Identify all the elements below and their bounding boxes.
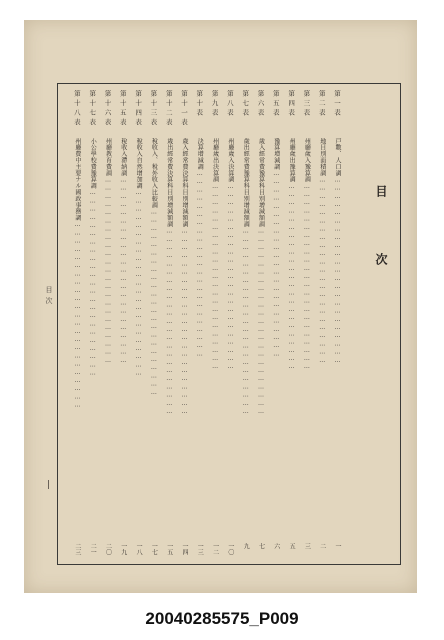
toc-entry: [255, 90, 267, 560]
toc-entry-page: 一八: [135, 543, 143, 555]
toc-entry: [102, 90, 114, 560]
toc-entry-name: 州廳費中主要ナル國政事務調……………………………………………………………: [73, 138, 81, 410]
toc-entry-number: 第六表: [256, 90, 265, 119]
toc-entry-number: 第十六表: [103, 90, 112, 128]
toc-entry-name: 州廳歲入豫算調……………………………………………………………: [303, 138, 311, 372]
toc-entry-number: 第一表: [333, 90, 341, 119]
toc-entry: [224, 90, 236, 560]
toc-entry-page: 一二: [211, 543, 219, 555]
toc-entry-page: 二〇: [104, 543, 112, 555]
toc-entry-number: 第十七表: [88, 90, 97, 128]
toc-entry-page: 二三: [73, 543, 81, 555]
toc-entry-page: 三: [303, 543, 311, 549]
toc-entry-number: 第八表: [225, 90, 234, 119]
toc-entry-number: 第三表: [302, 90, 311, 119]
toc-entry-name: 地目別面積調……………………………………………………………: [318, 138, 326, 366]
toc-entry-name: 歲入經常費決算科目別增減額調……………………………………………………………: [181, 138, 188, 417]
toc-entry: [209, 90, 221, 560]
toc-entry: [178, 90, 190, 560]
toc-entry: [86, 90, 98, 560]
toc-entry-page: 六: [272, 543, 280, 549]
toc-entry-name: 州廳教育費調……………………………………………………………: [104, 138, 112, 366]
toc-entry: [285, 90, 297, 560]
toc-entry-name: 歲入經常費豫算科目別增減額調……………………………………………………………: [257, 138, 265, 417]
toc-entry-name: 稅收入自然增加調……………………………………………………………: [135, 138, 143, 378]
toc-entry-page: 五: [288, 543, 296, 549]
toc-entry: [163, 90, 175, 560]
toc-entry-number: 第四表: [287, 90, 296, 119]
toc-entry-name: 豫算增減調……………………………………………………………: [272, 138, 280, 359]
toc-entry: [147, 90, 159, 560]
toc-entry: [71, 90, 83, 560]
toc-entry-number: 第十四表: [134, 90, 143, 128]
toc-entry-name: 戸數、人口調……………………………………………………………: [334, 138, 341, 366]
toc-entry-page: 二一: [89, 543, 97, 555]
toc-entry-name: 歲出經常費決算科目別增減額調……………………………………………………………: [165, 138, 173, 417]
toc-entry-number: 第七表: [241, 90, 250, 119]
toc-entry-page: 一四: [181, 543, 188, 555]
toc-entry-number: 第九表: [210, 90, 219, 119]
toc-entry-number: 第十五表: [118, 90, 127, 128]
toc-entry-page: 九: [242, 543, 250, 549]
toc-entry-name: 決算增減調……………………………………………………………: [196, 138, 204, 359]
toc-entry: [239, 90, 251, 560]
toc-entry-number: 第二表: [317, 90, 326, 119]
toc-entry-number: 第十三表: [149, 90, 158, 128]
toc-entry: [132, 90, 144, 560]
toc-entry-page: 一: [334, 543, 341, 549]
toc-entry-page: 一七: [150, 543, 158, 555]
toc-entry-page: 一〇: [226, 543, 234, 555]
toc-entry-number: 第十表: [195, 90, 204, 119]
toc-entry-number: 第十一表: [180, 90, 188, 128]
toc-entry-name: 小公學校費豫算調……………………………………………………………: [89, 138, 97, 378]
toc-entry-name: 稅收入、稅外收入比較調……………………………………………………………: [150, 138, 158, 398]
toc-entry-page: 一五: [165, 543, 173, 555]
toc-entry-page: 一三: [196, 543, 204, 555]
toc-entry-page: 二: [318, 543, 326, 549]
toc-entry: [331, 90, 343, 560]
toc-entry: [193, 90, 205, 560]
margin-dash: [48, 480, 49, 489]
toc-entry-page: 七: [257, 543, 265, 549]
toc-entry-number: 第十八表: [72, 90, 81, 128]
toc-entry-name: 歲出經常費豫算科目別增減額調……………………………………………………………: [242, 138, 250, 417]
image-caption: 20040285575_P009: [145, 609, 299, 628]
toc-entry: [300, 90, 312, 560]
toc-entry-name: 州廳歲入決算調……………………………………………………………: [226, 138, 234, 372]
toc-entry-number: 第十二表: [164, 90, 173, 128]
toc-entry: [316, 90, 328, 560]
toc-title: 目 次: [374, 185, 388, 287]
toc-entry-name: 稅收入滯納調……………………………………………………………: [119, 138, 127, 366]
toc-entry-number: 第五表: [271, 90, 280, 119]
toc-entry: [117, 90, 129, 560]
toc-entry: [270, 90, 282, 560]
toc-entry-name: 州廳歲出決算調……………………………………………………………: [211, 138, 219, 372]
toc-entry-name: 州廳歲出豫算調……………………………………………………………: [288, 138, 296, 372]
margin-label: 目次: [45, 286, 53, 308]
toc-entry-page: 一九: [119, 543, 127, 555]
